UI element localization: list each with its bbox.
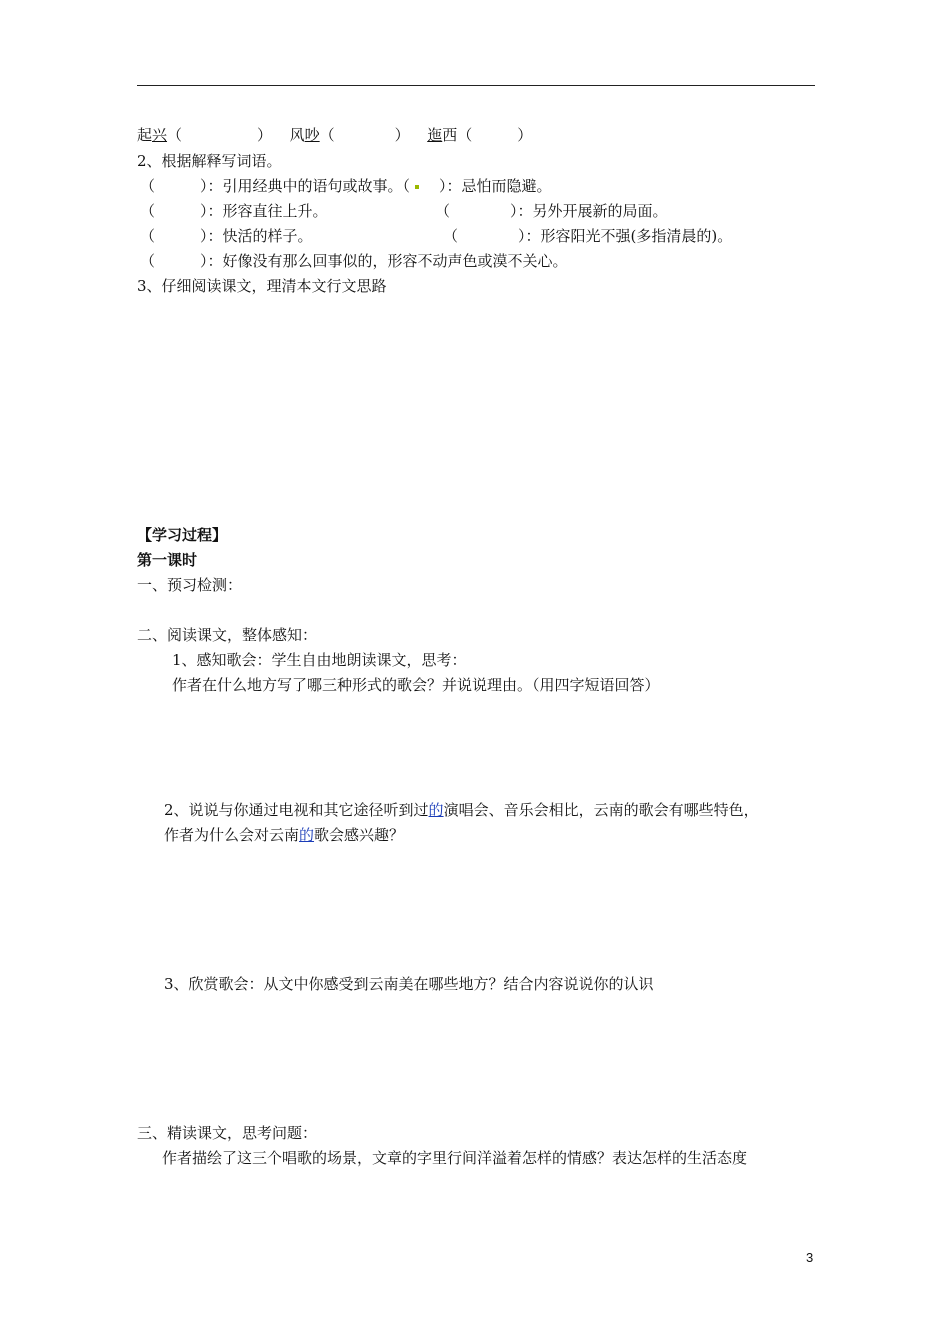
definition-row-4: （ ）：好像没有那么回事似的，形容不动声色或漠不关心。 — [140, 252, 568, 270]
highlight-marker — [410, 179, 424, 194]
link-de-1[interactable]: 的 — [428, 801, 444, 819]
close-reading-question: 作者描绘了这三个唱歌的场景，文章的字里行间洋溢着怎样的情感？表达怎样的生活态度 — [162, 1149, 748, 1167]
word-fengchao: 风吵 — [289, 126, 320, 144]
item-2-1: 1、感知歌会：学生自由地朗读课文，思考： — [172, 651, 467, 669]
blank-fengchao: （ ） — [319, 126, 410, 144]
definition-row-3a: （ ）：快活的样子。 — [140, 227, 313, 245]
definition-row-2b: （ ）：另外开展新的局面。 — [435, 202, 668, 220]
item-2-2: 2、说说与你通过电视和其它途径听到过的演唱会、音乐会相比，云南的歌会有哪些特色， — [164, 801, 759, 819]
reading-heading: 二、阅读课文，整体感知： — [137, 626, 318, 644]
header-rule — [137, 85, 815, 86]
item-2-1-question: 作者在什么地方写了哪三种形式的歌会？并说说理由。（用四字短语回答） — [172, 676, 660, 694]
page-number: 3 — [806, 1250, 814, 1265]
lesson-heading: 第一课时 — [137, 551, 198, 569]
preview-check: 一、预习检测： — [137, 576, 243, 594]
item-2-2-continued: 作者为什么会对云南的歌会感兴趣？ — [164, 826, 405, 844]
blank-yixi: （ ） — [457, 126, 533, 144]
link-de-2[interactable]: 的 — [299, 826, 315, 844]
definition-row-1: （ ）：引用经典中的语句或故事。（ ）：忌怕而隐避。 — [140, 177, 552, 195]
word-qixing: 起兴 — [137, 126, 168, 144]
section-heading: 【学习过程】 — [137, 526, 228, 544]
question-2: 2、根据解释写词语。 — [137, 152, 282, 170]
pinyin-line — [137, 128, 532, 143]
close-reading-heading: 三、精读课文，思考问题： — [137, 1124, 318, 1142]
item-2-3: 3、欣赏歌会：从文中你感受到云南美在哪些地方？结合内容说说你的认识 — [164, 975, 654, 993]
definition-row-2a: （ ）：形容直往上升。 — [140, 202, 328, 220]
blank-qixing: （ ） — [167, 126, 273, 144]
word-yixi: 迤西 — [427, 126, 458, 144]
question-3: 3、仔细阅读课文，理清本文行文思路 — [137, 277, 387, 295]
definition-row-3b: （ ）：形容阳光不强(多指清晨的)。 — [443, 227, 733, 245]
